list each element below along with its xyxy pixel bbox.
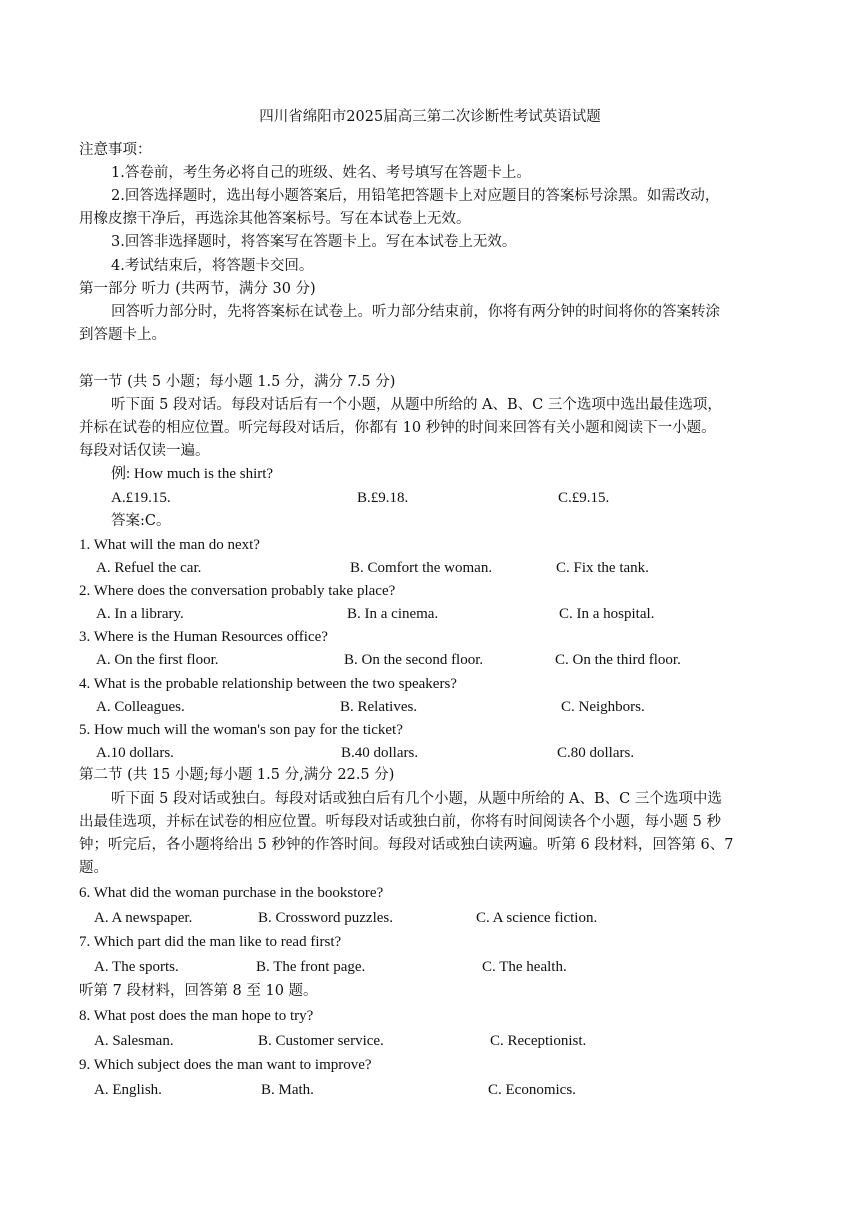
option-c: C. Receptionist.: [490, 1033, 587, 1049]
question-text: 3. Where is the Human Resources office?: [79, 629, 328, 645]
notice-item: 用橡皮擦干净后，再选涂其他答案标号。写在本试卷上无效。: [79, 211, 471, 227]
option-a: A. In a library.: [96, 606, 184, 622]
option-c: C. Neighbors.: [561, 699, 645, 715]
option-c: C. A science fiction.: [476, 910, 598, 926]
question-text: 5. How much will the woman's son pay for the ticket?: [79, 722, 403, 738]
option-c: C.80 dollars.: [557, 745, 635, 761]
option-c: C. The health.: [482, 959, 567, 975]
part1-intro: 回答听力部分时，先将答案标在试卷上。听力部分结束前，你将有两分钟的时间将你的答案转涂: [111, 304, 720, 320]
material-instruction: 听第 7 段材料，回答第 8 至 10 题。: [79, 983, 318, 999]
section2-heading: 第二节 (共 15 小题;每小题 1.5 分,满分 22.5 分): [79, 767, 395, 783]
example-answer: 答案:C。: [111, 513, 171, 529]
question-text: 2. Where does the conversation probably take place?: [79, 583, 396, 599]
example-option-a: A.£19.15.: [111, 490, 171, 506]
example-question: 例: How much is the shirt?: [111, 466, 274, 482]
section1-intro: 每段对话仅读一遍。: [79, 443, 210, 459]
question-text: 9. Which subject does the man want to improve?: [79, 1057, 372, 1073]
page-title: 四川省绵阳市2025届高三第二次诊断性考试英语试题: [259, 109, 601, 125]
question-text: 4. What is the probable relationship between the two speakers?: [79, 676, 457, 692]
notice-heading: 注意事项：: [79, 142, 152, 158]
notice-item: 3.回答非选择题时，将答案写在答题卡上。写在本试卷上无效。: [111, 234, 517, 250]
option-a: A. Refuel the car.: [96, 560, 202, 576]
option-b: B. In a cinema.: [347, 606, 439, 622]
section2-intro: 钟；听完后，各小题将给出 5 秒钟的作答时间。每段对话或独白读两遍。听第 6 段材料，回答第 6、7: [79, 837, 734, 853]
section1-heading: 第一节 (共 5 小题；每小题 1.5 分，满分 7.5 分): [79, 374, 396, 390]
notice-item: 2.回答选择题时，选出每小题答案后，用铅笔把答题卡上对应题目的答案标号涂黑。如需改动，: [111, 188, 720, 204]
option-b: B. Math.: [261, 1082, 314, 1098]
option-a: A. A newspaper.: [94, 910, 193, 926]
section1-intro: 并标在试卷的相应位置。听完每段对话后，你都有 10 秒钟的时间来回答有关小题和阅读下一小题。: [79, 420, 716, 436]
option-c: C. Fix the tank.: [556, 560, 649, 576]
section1-intro: 听下面 5 段对话。每段对话后有一个小题，从题中所给的 A、B、C 三个选项中选出最佳选项，: [111, 397, 722, 413]
option-a: A. The sports.: [94, 959, 179, 975]
option-a: A. Colleagues.: [96, 699, 185, 715]
option-b: B. Relatives.: [340, 699, 418, 715]
notice-item: 4.考试结束后，将答题卡交回。: [111, 258, 314, 274]
part1-intro: 到答题卡上。: [79, 327, 166, 343]
option-a: A. English.: [94, 1082, 162, 1098]
option-b: B.40 dollars.: [341, 745, 419, 761]
question-text: 7. Which part did the man like to read first?: [79, 934, 342, 950]
option-b: B. Crossword puzzles.: [258, 910, 393, 926]
question-text: 8. What post does the man hope to try?: [79, 1008, 314, 1024]
option-b: B. Customer service.: [258, 1033, 384, 1049]
example-option-b: B.£9.18.: [357, 490, 409, 506]
section2-intro: 出最佳选项，并标在试卷的相应位置。听每段对话或独白前，你将有时间阅读各个小题，每小题 5 秒: [79, 814, 721, 830]
section2-intro: 听下面 5 段对话或独白。每段对话或独白后有几个小题，从题中所给的 A、B、C 三个选项中选: [111, 791, 722, 807]
option-a: A.10 dollars.: [96, 745, 174, 761]
example-option-c: C.£9.15.: [558, 490, 610, 506]
option-b: B. Comfort the woman.: [350, 560, 493, 576]
option-c: C. On the third floor.: [555, 652, 681, 668]
part1-heading: 第一部分 听力 (共两节，满分 30 分): [79, 281, 316, 297]
option-b: B. The front page.: [256, 959, 366, 975]
notice-item: 1.答卷前，考生务必将自己的班级、姓名、考号填写在答题卡上。: [111, 165, 531, 181]
question-text: 6. What did the woman purchase in the bookstore?: [79, 885, 384, 901]
section2-intro: 题。: [79, 860, 108, 876]
option-c: C. Economics.: [488, 1082, 576, 1098]
option-a: A. On the first floor.: [96, 652, 219, 668]
option-a: A. Salesman.: [94, 1033, 174, 1049]
question-text: 1. What will the man do next?: [79, 537, 260, 553]
option-b: B. On the second floor.: [344, 652, 484, 668]
option-c: C. In a hospital.: [559, 606, 655, 622]
